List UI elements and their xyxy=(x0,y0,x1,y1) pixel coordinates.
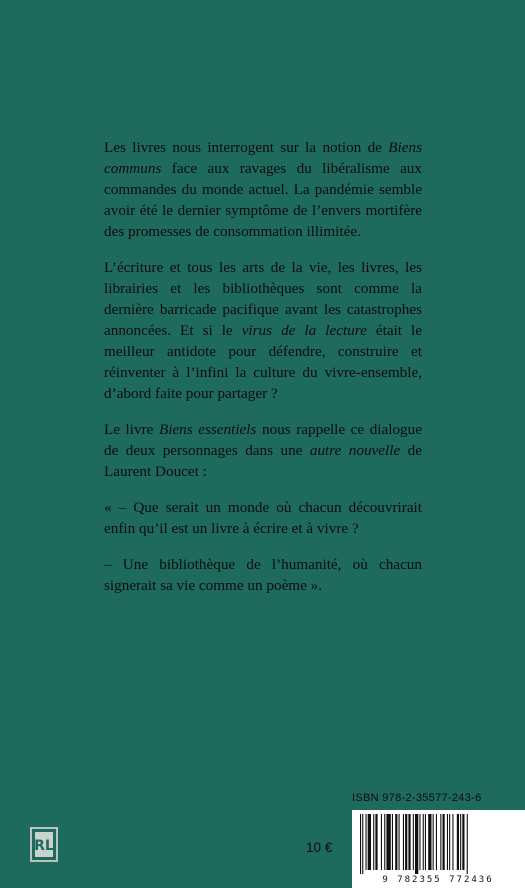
barcode-bar xyxy=(460,814,461,870)
text-span: L’écriture et tous les arts de la vie, les livres, les librairies et les bibliothèques sont comme la dernière barricade pacifique avant les catastrophes annoncées. Et si le xyxy=(104,259,422,339)
barcode-bar xyxy=(384,814,385,870)
barcode-bar xyxy=(447,814,448,870)
barcode-bar xyxy=(462,814,464,870)
barcode-bar xyxy=(436,814,437,870)
barcode-bar xyxy=(452,814,453,870)
barcode-bar xyxy=(425,814,426,870)
paragraph-5: – Une bibliothèque de l’humanité, où chacun signerait sa vie comme un poème ». xyxy=(104,556,422,594)
barcode-bar xyxy=(449,814,450,870)
text-span: était le meilleur antidote pour défendre, construire et réinventer à l’infini la culture du vivre-ensemble, d’abord faite pour partager ? xyxy=(104,322,422,402)
barcode-bar xyxy=(403,814,404,870)
barcode-bar xyxy=(440,814,441,870)
publisher-logo xyxy=(30,827,58,862)
barcode-bar xyxy=(408,814,410,870)
italic-phrase: autre nouvelle xyxy=(309,442,401,459)
barcode-bar xyxy=(405,814,407,870)
barcode-bar xyxy=(366,814,367,870)
barcode-bar xyxy=(413,814,414,870)
text-span: Les livres nous interrogent sur la notion de xyxy=(104,139,389,156)
barcode-bar xyxy=(457,814,459,870)
barcode-bar xyxy=(467,814,468,874)
barcode-bars xyxy=(360,814,468,874)
italic-title: Biens essentiels xyxy=(158,421,257,438)
paragraph-2 xyxy=(104,257,422,404)
barcode-bar xyxy=(360,814,361,874)
italic-phrase: virus de la lecture xyxy=(241,322,367,339)
back-cover-text xyxy=(104,137,422,611)
paragraph-1 xyxy=(104,137,422,242)
barcode-digits: 9 782355 772436 xyxy=(382,875,494,885)
isbn-label: ISBN 978-2-35577-243-6 xyxy=(352,792,482,804)
barcode-bar xyxy=(433,814,434,870)
logo-mark: RL xyxy=(34,838,54,854)
price-label: 10 € xyxy=(306,840,333,855)
italic-title: Biens communs xyxy=(104,139,422,177)
text-span: de Laurent Doucet : xyxy=(104,442,422,480)
barcode xyxy=(352,810,525,888)
barcode-bar xyxy=(381,814,382,870)
text-span: face aux ravages du libéralisme aux commandes du monde actuel. La pandémie semble avoir été le dernier symptôme de l’envers mortifère des promesses de consommation illimitée. xyxy=(104,160,422,240)
barcode-bar xyxy=(415,814,418,874)
barcode-bar xyxy=(428,814,431,870)
paragraph-3 xyxy=(104,419,422,482)
barcode-bar xyxy=(373,814,374,870)
barcode-bar xyxy=(419,814,420,870)
barcode-bar xyxy=(443,814,445,870)
barcode-bar xyxy=(399,814,400,870)
barcode-bar xyxy=(368,814,371,870)
text-span: Le livre xyxy=(104,421,159,438)
barcode-bar xyxy=(386,814,390,870)
barcode-bar xyxy=(392,814,393,870)
barcode-bar xyxy=(395,814,397,870)
paragraph-4: « – Que serait un monde où chacun découvrirait enfin qu’il est un livre à écrire et à vivre ? xyxy=(104,499,422,537)
barcode-bar xyxy=(375,814,377,870)
text-span: nous rappelle ce dialogue de deux personnages dans une xyxy=(104,421,422,459)
barcode-bar xyxy=(362,814,363,874)
barcode-bar xyxy=(423,814,424,870)
